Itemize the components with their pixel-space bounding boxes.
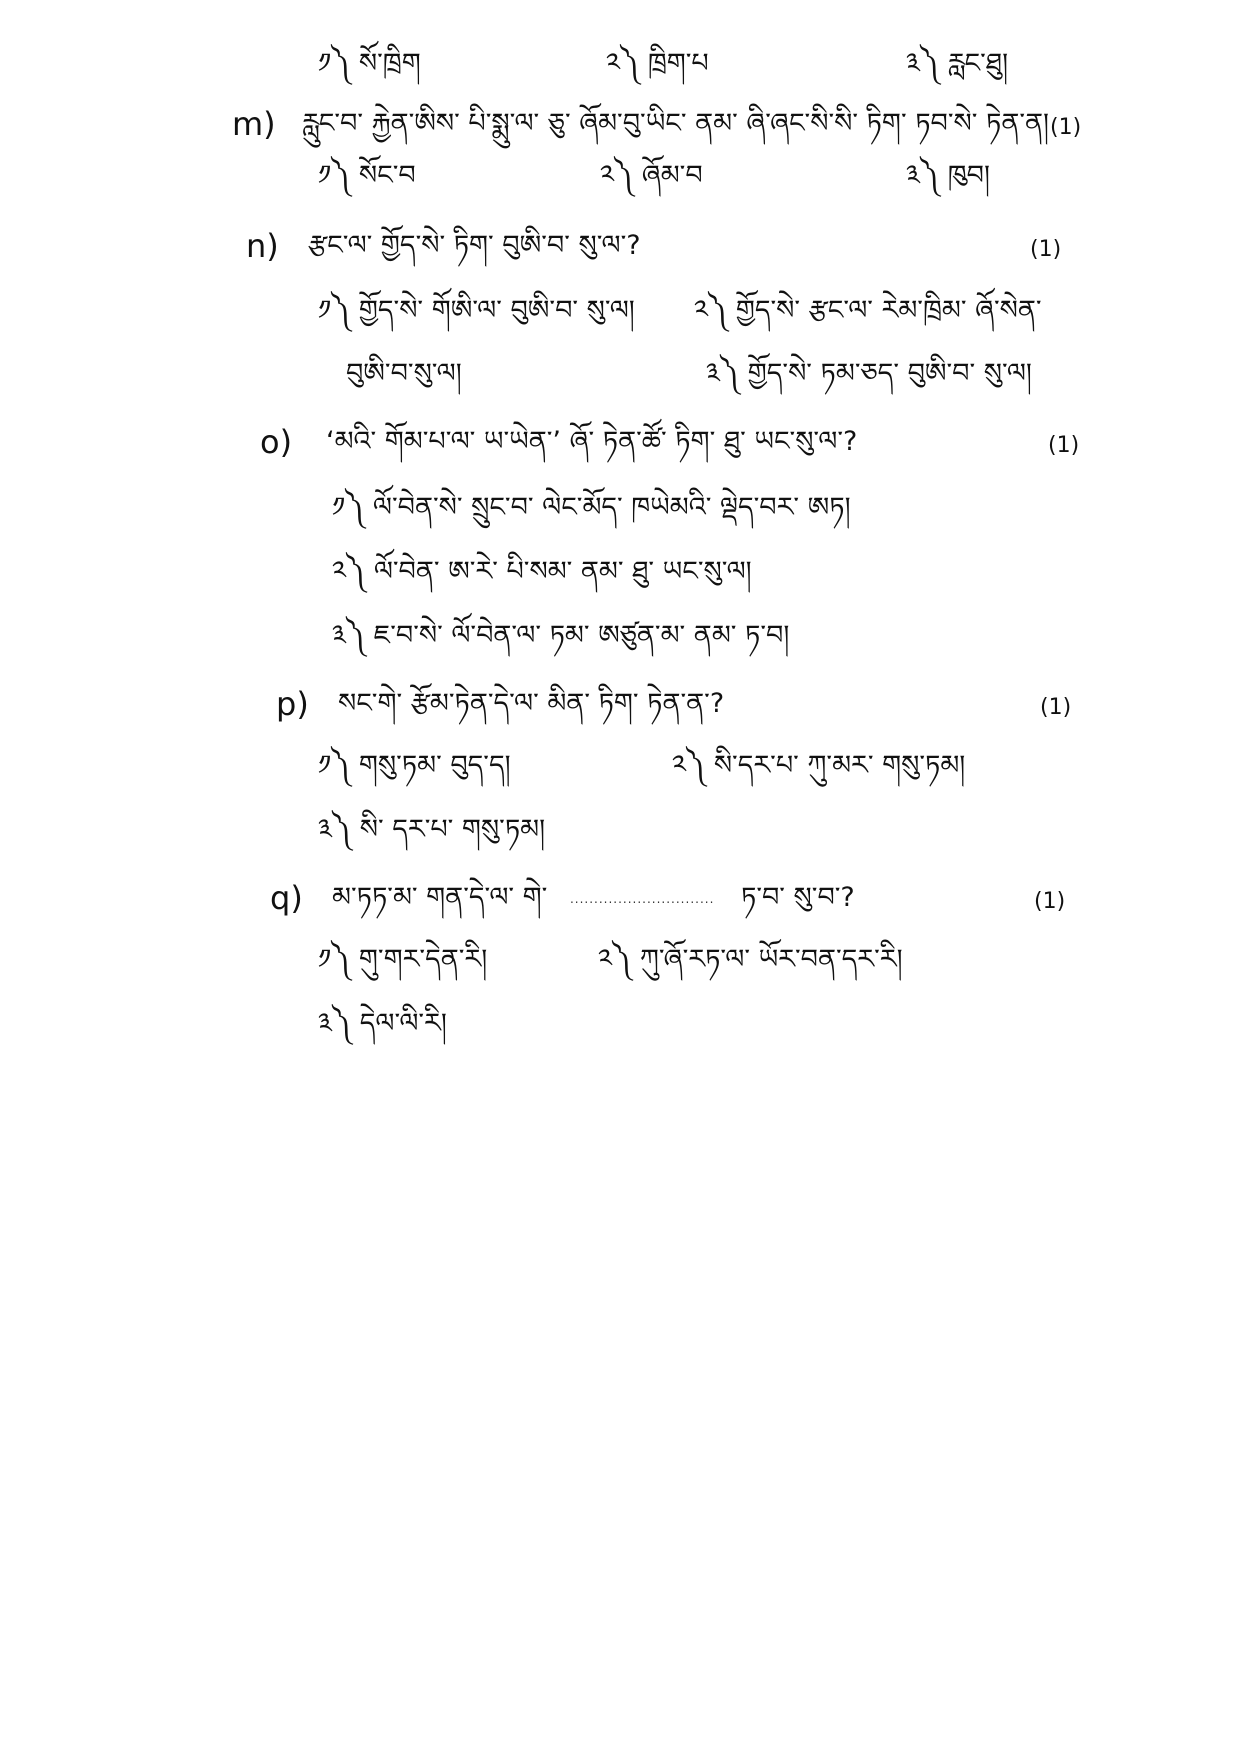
prev-option-1: ༡༽ སོ་ཁྲིག <box>318 48 421 79</box>
question-n-marks: (1) <box>1030 237 1062 262</box>
question-o-option-2: ༢༽ ལོ་བེན་ ཨ་རེ་ པི་སམ་ ནམ་ ཐུ་ ཡང་སུ་ལ། <box>332 556 752 587</box>
prev-option-3: ༣༽ རླང་ཐུ། <box>906 48 1009 79</box>
prev-option-2: ༢༽ ཁྲིག་པ <box>606 48 709 79</box>
question-o-option-1: ༡༽ ལོ་བེན་སེ་ སྲུང་བ་ ལེང་མོད་ ཁཡེམའི་ ལྡེད་བར་ ཨཏ། <box>332 492 851 523</box>
question-p-option-2: ༢༽ སི་དར་པ་ ཀུ་མར་ གསུ་ཏམ། <box>672 750 966 781</box>
question-p-label: p) <box>276 685 309 723</box>
question-o-text: ‘མའི་ གོམ་པ་ལ་ ཡ་ཡེན་’ ཞོ་ ཏེན་ཚོ་ ཏིག་ ཐུ་ ཡང་སུ་ལ་? <box>326 426 858 457</box>
question-o-label: o) <box>260 423 293 461</box>
question-n-option-2-continued: བུཨི་བ་སུ་ལ། <box>346 358 462 389</box>
question-q-option-2: ༢༽ ཀུ་ཞོ་རཏ་ལ་ ཡོར་བན་དར་རི། <box>598 944 903 975</box>
question-q-label: q) <box>270 879 303 917</box>
question-m-text: རླུང་བ་ རྐྱེན་ཨིས་ པི་སྨུ་ལ་ ཅུ་ ཞོམ་བུ་ཡིང་ ནམ་ ཞི་ཞང་སི་སི་ ཏིག་ ཏབ་སེ་ ཏེན་ན། <box>302 108 1050 139</box>
question-n-option-2: ༢༽ གྱོད་སེ་ རྩང་ལ་ རེམ་ཁྲིམ་ ཞོ་སེན་ <box>694 295 1042 326</box>
question-m-marks: (1) <box>1050 115 1082 140</box>
question-q-text <box>332 880 855 917</box>
question-n-text: རྩང་ལ་ གྱོད་སེ་ ཏིག་ བུཨི་བ་ སུ་ལ་? <box>308 230 641 261</box>
question-o-option-3: ༣༽ ཇ་བ་སེ་ ལོ་བེན་ལ་ ཏམ་ ཨཙུན་མ་ ནམ་ ཏ་བ། <box>332 620 790 651</box>
question-m-option-2: ༢༽ ཞོམ་བ <box>600 160 703 191</box>
question-m-label: m) <box>232 105 276 143</box>
question-q-blank: .............................. <box>569 891 715 906</box>
question-p-marks: (1) <box>1040 695 1072 720</box>
question-q-option-1: ༡༽ གུ་གར་དེན་རི། <box>318 944 488 975</box>
question-m-option-3: ༣༽ ཁུབ། <box>906 160 990 191</box>
question-q-option-3: ༣༽ དེལ་ལི་རི། <box>318 1008 447 1039</box>
question-m-option-1: ༡༽ སོང་བ <box>318 160 416 191</box>
question-n-label: n) <box>246 227 279 265</box>
question-n-option-1: ༡༽ གྱོད་སེ་ གོཨི་ལ་ བུཨི་བ་ སུ་ལ། <box>318 295 635 326</box>
question-q-text-part-a: མ་ཏཏ་མ་ གན་དེ་ལ་ གེ་ <box>332 882 548 913</box>
question-n-option-3: ༣༽ གྱོད་སེ་ ཏམ་ཅད་ བུཨི་བ་ སུ་ལ། <box>706 358 1032 389</box>
question-o-marks: (1) <box>1048 433 1080 458</box>
question-q-marks: (1) <box>1034 889 1066 914</box>
question-q-text-part-b: ཏ་བ་ སུ་བ་? <box>740 882 855 913</box>
question-p-option-1: ༡༽ གསུ་ཏམ་ བུད་ད། <box>318 750 511 781</box>
question-p-text: སང་གེ་ རྩོམ་ཏེན་དེ་ལ་ མིན་ ཏིག་ ཏེན་ན་? <box>338 688 725 719</box>
question-p-option-3: ༣༽ སི་ དར་པ་ གསུ་ཏམ། <box>318 814 546 845</box>
